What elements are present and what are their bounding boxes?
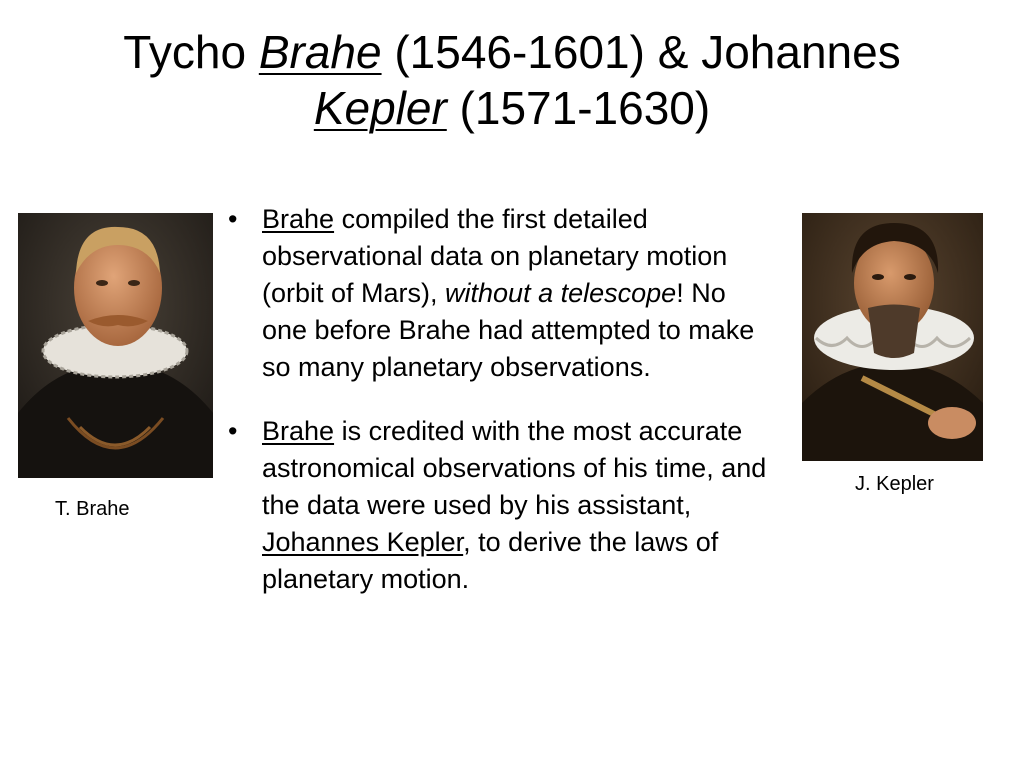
kepler-link[interactable]: Johannes Kepler xyxy=(262,527,464,557)
kepler-portrait-image xyxy=(802,213,983,461)
brahe-link[interactable]: Brahe xyxy=(262,204,335,234)
brahe-caption: T. Brahe xyxy=(55,498,130,520)
title-brahe-name: Brahe xyxy=(258,26,382,78)
emphasis-text: without a telescope xyxy=(445,278,677,308)
bullet-marker: • xyxy=(228,416,238,446)
title-kepler-name: Kepler xyxy=(313,82,447,134)
brahe-link[interactable]: Brahe xyxy=(262,416,335,446)
bullet-marker: • xyxy=(228,204,238,234)
brahe-portrait-image xyxy=(18,213,213,478)
bullet-item-brahe-accuracy: • Brahe is credited with the most accurate astronomical observations of his time, and the data were used by his assistant, Johannes Kepler, to derive the laws of planetary motion. xyxy=(220,413,770,598)
bullet-list xyxy=(220,201,770,625)
title-line-2: Kepler (1571-1630) xyxy=(313,82,711,134)
title-line-1: Tycho Brahe (1546-1601) & Johannes xyxy=(123,26,901,78)
kepler-caption: J. Kepler xyxy=(855,473,934,495)
bullet-item-brahe-data: • Brahe compiled the first detailed observational data on planetary motion (orbit of Mars), without a telescope! No one before Brahe had attempted to make so many planetary observations. xyxy=(220,201,770,386)
slide-title xyxy=(0,24,1024,136)
